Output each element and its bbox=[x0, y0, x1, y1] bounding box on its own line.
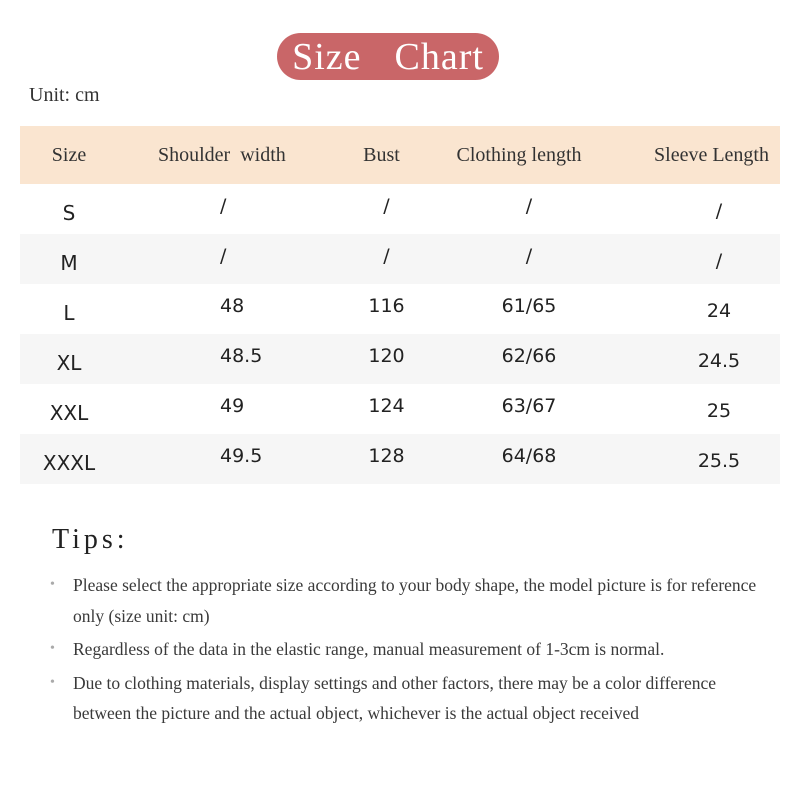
bust-cell: 128 bbox=[368, 445, 405, 467]
size-cell: L bbox=[63, 301, 75, 325]
size-cell: XL bbox=[56, 351, 82, 375]
header-bust: Bust bbox=[363, 143, 400, 166]
sleeve-cell: 25 bbox=[706, 400, 732, 422]
length-cell: 63/67 bbox=[501, 395, 557, 417]
length-cell: 64/68 bbox=[501, 445, 557, 467]
tip-item bbox=[48, 570, 768, 631]
tip-text: Regardless of the data in the elastic range, manual measurement of 1-3cm is normal. bbox=[73, 639, 665, 659]
bust-cell: 116 bbox=[368, 295, 405, 317]
sleeve-cell: 24 bbox=[706, 300, 732, 322]
length-cell: 61/65 bbox=[501, 295, 557, 317]
table-header-row bbox=[20, 126, 780, 184]
tips-list bbox=[48, 570, 768, 732]
shoulder-cell: 48.5 bbox=[220, 345, 263, 367]
table-row bbox=[20, 284, 780, 334]
header-clothing-length: Clothing length bbox=[456, 143, 582, 166]
tips-heading: Tips: bbox=[52, 524, 129, 555]
shoulder-cell: / bbox=[220, 245, 227, 267]
sleeve-cell: / bbox=[715, 250, 723, 272]
length-cell: / bbox=[525, 195, 533, 217]
table-row bbox=[20, 334, 780, 384]
table-row bbox=[20, 434, 780, 484]
sleeve-cell: 25.5 bbox=[697, 450, 741, 472]
shoulder-cell: 48 bbox=[220, 295, 245, 317]
unit-label: Unit: cm bbox=[29, 84, 100, 106]
length-cell: 62/66 bbox=[501, 345, 557, 367]
bust-cell: 124 bbox=[368, 395, 405, 417]
bust-cell: / bbox=[383, 245, 390, 267]
header-size: Size bbox=[51, 143, 87, 166]
size-cell: XXL bbox=[49, 401, 89, 425]
bullet-icon: • bbox=[50, 674, 55, 690]
shoulder-cell: / bbox=[220, 195, 227, 217]
header-sleeve-length: Sleeve Length bbox=[654, 143, 769, 166]
shoulder-cell: 49.5 bbox=[220, 445, 263, 467]
shoulder-cell: 49 bbox=[220, 395, 245, 417]
size-table bbox=[20, 126, 780, 484]
table-row bbox=[20, 384, 780, 434]
table-row bbox=[20, 234, 780, 284]
size-cell: XXXL bbox=[42, 451, 96, 475]
header-shoulder-width: Shoulder width bbox=[158, 143, 286, 166]
tip-text: Please select the appropriate size according to your body shape, the model picture is for reference only (size unit: cm) bbox=[73, 575, 757, 626]
size-cell: S bbox=[62, 201, 76, 225]
sleeve-cell: 24.5 bbox=[697, 350, 741, 372]
tip-item bbox=[48, 634, 768, 665]
length-cell: / bbox=[525, 245, 533, 267]
size-chart-title: Size Chart bbox=[277, 33, 499, 80]
sleeve-cell: / bbox=[715, 200, 723, 222]
bust-cell: / bbox=[383, 195, 390, 217]
size-cell: M bbox=[60, 251, 78, 275]
tip-item bbox=[48, 668, 768, 729]
bullet-icon: • bbox=[50, 577, 55, 592]
bust-cell: 120 bbox=[368, 345, 405, 367]
table-row bbox=[20, 184, 780, 234]
bullet-icon: • bbox=[50, 641, 55, 656]
tip-text: Due to clothing materials, display settings and other factors, there may be a color difference between the picture and the actual object, whichever is the actual object received bbox=[73, 672, 717, 723]
